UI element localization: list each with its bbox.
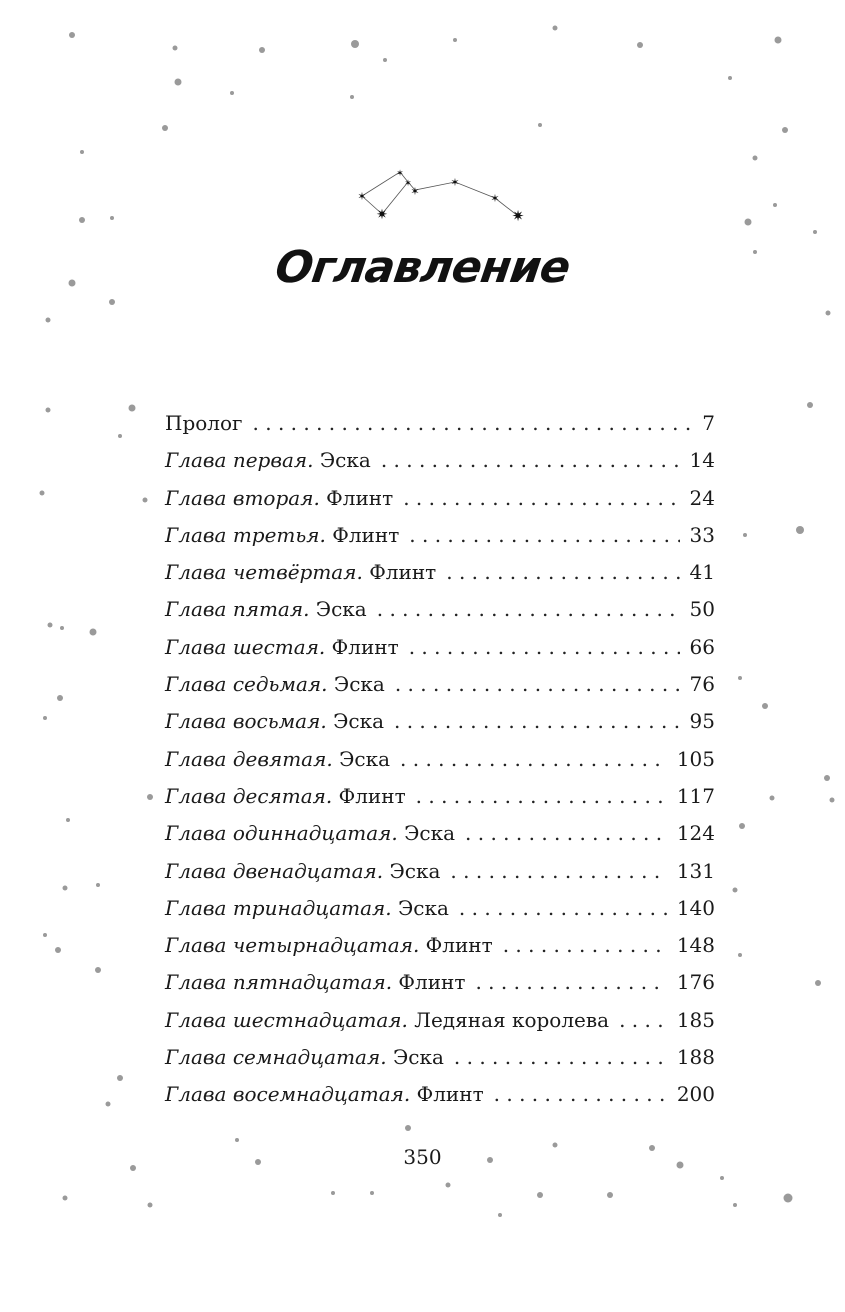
page-reference: 176 [676, 970, 715, 995]
chapter-name: Эска [339, 746, 391, 771]
chapter-name: Флинт [331, 634, 399, 659]
toc-entry [165, 741, 715, 778]
chapter-label: Глава восьмая. [165, 709, 327, 734]
toc-entry [165, 666, 715, 703]
toc-entry-title [165, 890, 449, 927]
page-reference: 33 [689, 522, 715, 547]
page-title: Оглавление [272, 242, 573, 293]
chapter-name: Эска [404, 821, 456, 846]
toc-entry-title [165, 927, 493, 964]
chapter-label: Глава седьмая. [165, 672, 328, 697]
constellation-icon [350, 162, 530, 232]
toc-entry [165, 591, 715, 628]
page-reference: 105 [676, 746, 715, 771]
dot-leader [409, 629, 680, 666]
chapter-name: Флинт [338, 783, 406, 808]
chapter-name: Флинт [416, 1082, 484, 1107]
dot-leader [465, 815, 667, 852]
toc-entry [165, 778, 715, 815]
toc-entry-title [165, 591, 367, 628]
chapter-name: Флинт [398, 970, 466, 995]
toc-entry [165, 1076, 715, 1113]
chapter-name: Эска [389, 858, 441, 883]
toc-entry [165, 554, 715, 591]
toc-entry-title [165, 666, 385, 703]
page-reference: 124 [676, 821, 715, 846]
toc-entry [165, 1002, 715, 1039]
dot-leader [395, 666, 680, 703]
toc-entry-title [165, 517, 399, 554]
page-reference: 95 [689, 709, 715, 734]
chapter-label: Глава шестая. [165, 634, 326, 659]
chapter-name: Флинт [326, 485, 394, 510]
toc-entry-title [165, 853, 440, 890]
toc-entry [165, 853, 715, 890]
toc-entry [165, 517, 715, 554]
chapter-name: Эска [315, 597, 367, 622]
toc-entry-title [165, 554, 436, 591]
chapter-label: Глава двенадцатая. [165, 858, 384, 883]
page-reference: 200 [676, 1082, 715, 1107]
svg-text:✶: ✶ [490, 192, 500, 205]
chapter-label: Глава восемнадцатая. [165, 1082, 411, 1107]
dot-leader [459, 890, 667, 927]
toc-entry [165, 815, 715, 852]
svg-text:✶: ✶ [357, 190, 367, 203]
chapter-name: Ледяная королева [414, 1007, 610, 1032]
chapter-name: Эска [333, 672, 385, 697]
chapter-label: Глава девятая. [165, 746, 333, 771]
page-reference: 76 [689, 672, 715, 697]
toc-entry-title [165, 442, 371, 479]
toc-entry [165, 927, 715, 964]
dot-leader [400, 741, 667, 778]
chapter-label: Глава четырнадцатая. [165, 933, 420, 958]
dot-leader [381, 442, 680, 479]
svg-text:✶: ✶ [404, 179, 412, 189]
toc-entry [165, 964, 715, 1001]
toc-entry-title [165, 741, 390, 778]
toc-entry [165, 629, 715, 666]
chapter-label: Глава десятая. [165, 783, 333, 808]
toc-entry [165, 442, 715, 479]
toc-entry-title [165, 1002, 609, 1039]
chapter-label: Глава одиннадцатая. [165, 821, 398, 846]
chapter-label: Глава шестнадцатая. [165, 1007, 408, 1032]
dot-leader [409, 517, 679, 554]
chapter-name: Эска [333, 709, 384, 734]
chapter-name: Эска [397, 895, 449, 920]
chapter-label: Глава вторая. [165, 485, 320, 510]
toc-entry-title [165, 1076, 484, 1113]
chapter-label: Глава первая. [165, 448, 314, 473]
chapter-label: Глава пятнадцатая. [165, 970, 393, 995]
svg-text:✶: ✶ [450, 176, 460, 189]
chapter-name: Флинт [425, 933, 493, 958]
chapter-label: Глава третья. [165, 522, 326, 547]
chapter-name: Эска [392, 1045, 444, 1070]
page-reference: 24 [689, 485, 715, 510]
page-reference: 188 [676, 1045, 715, 1070]
page-number: 350 [403, 1145, 442, 1169]
table-of-contents [165, 405, 715, 1114]
chapter-label: Глава четвёртая. [165, 560, 363, 585]
svg-text:✶: ✶ [410, 185, 420, 198]
page-reference: 66 [689, 634, 715, 659]
page-reference: 140 [676, 895, 715, 920]
page-reference: 117 [676, 783, 715, 808]
toc-entry-title [165, 964, 465, 1001]
chapter-label: Глава пятая. [165, 597, 310, 622]
dot-leader [253, 405, 693, 442]
dot-leader [619, 1002, 667, 1039]
page-reference: 148 [676, 933, 715, 958]
chapter-name: Эска [319, 448, 371, 473]
toc-entry [165, 890, 715, 927]
dot-leader [475, 964, 666, 1001]
svg-text:✷: ✷ [376, 207, 388, 223]
page-reference: 7 [702, 411, 715, 435]
toc-entry [165, 703, 715, 740]
dot-leader [450, 853, 666, 890]
dot-leader [503, 927, 667, 964]
dot-leader [446, 554, 679, 591]
toc-entry-title [165, 1039, 444, 1076]
toc-entry [165, 1039, 715, 1076]
toc-entry-title [165, 480, 393, 517]
svg-text:✷: ✷ [511, 207, 525, 225]
svg-text:✶: ✶ [396, 169, 404, 179]
dot-leader [394, 703, 680, 740]
chapter-label: Глава тринадцатая. [165, 895, 392, 920]
toc-entry-title [165, 703, 384, 740]
chapter-label: Глава семнадцатая. [165, 1045, 387, 1070]
toc-entry-title [165, 778, 406, 815]
dot-leader [403, 480, 679, 517]
page-reference: 14 [689, 448, 715, 473]
dot-leader [416, 778, 667, 815]
toc-entry [165, 480, 715, 517]
page-reference: 41 [689, 560, 715, 585]
toc-entry [165, 405, 715, 442]
toc-entry-title [165, 405, 243, 442]
dot-leader [377, 591, 680, 628]
page-reference: 131 [676, 858, 715, 883]
dot-leader [494, 1076, 667, 1113]
chapter-name: Флинт [332, 522, 400, 547]
toc-entry-title [165, 815, 455, 852]
toc-entry-title [165, 629, 399, 666]
page-reference: 185 [676, 1007, 715, 1032]
chapter-name: Флинт [369, 560, 437, 585]
page-reference: 50 [689, 597, 715, 622]
dot-leader [454, 1039, 667, 1076]
chapter-name: Пролог [165, 411, 243, 435]
